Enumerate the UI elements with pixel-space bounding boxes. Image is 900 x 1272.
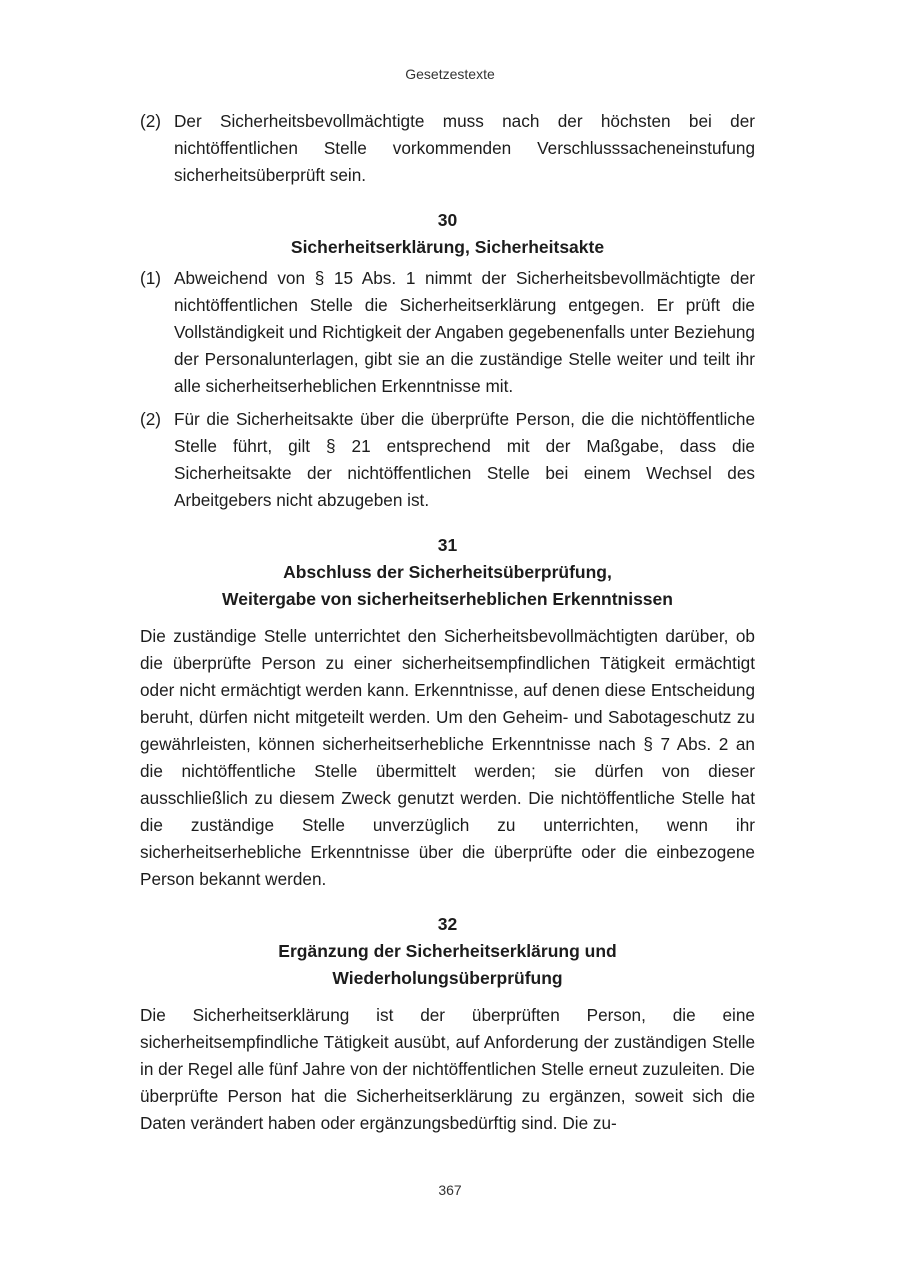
section-body: Die Sicherheitserklärung ist der überprüften Person, die eine sicherheitsempfindliche Tätigkeit ausübt, auf Anforderung der zuständigen Stelle in der Regel alle fünf Jahre von der nichtöffentlichen Stelle erneut zuzuleiten. Die überprüfte Person hat die Sicherheitserklärung zu ergänzen, soweit sich die Daten verändert haben oder ergänzungsbedürftig sind. Die zu- <box>140 1005 755 1133</box>
section-title-line-2: Wiederholungsüberprüfung <box>332 968 563 988</box>
paragraph-text: Abweichend von § 15 Abs. 1 nimmt der Sicherheitsbevollmächtigte der nichtöffentlichen Stelle die Sicherheitserklärung entgegen. Er prüft die Vollständigkeit und Richtigkeit der Angaben gegebenenfalls unter Beziehung der Personalunterlagen, gibt sie an die zuständige Stelle weiter und teilt ihr alle sicherheitserheblichen Erkenntnisse mit. <box>174 268 755 396</box>
section-30 <box>140 207 755 514</box>
section-32 <box>140 911 755 1137</box>
paragraph-number: (2) <box>140 409 162 429</box>
section-title: Sicherheitserklärung, Sicherheitsakte <box>290 237 605 257</box>
paragraph-number: (2) <box>140 111 162 131</box>
paragraph-number: (1) <box>140 268 162 288</box>
paragraph-2 <box>140 406 755 514</box>
section-body: Die zuständige Stelle unterrichtet den Sicherheitsbevollmächtigten darüber, ob die überprüfte Person zu einer sicherheitsempfindlichen Tätigkeit ermächtigt oder nicht ermächtigt werden kann. Erkenntnisse, auf denen diese Entscheidung beruht, dürfen nicht mitgeteilt werden. Um den Geheim- und Sabotageschutz zu gewährleisten, können sicherheitserhebliche Erkenntnisse nach § 7 Abs. 2 an die nichtöffentliche Stelle übermittelt werden; sie dürfen von dieser ausschließlich zu diesem Zweck genutzt werden. Die nichtöffentliche Stelle hat die zuständige Stelle unverzüglich zu unterrichten, wenn ihr sicherheitserhebliche Erkenntnisse über die überprüfte oder die einbezogene Person bekannt werden. <box>140 626 755 889</box>
section-number: 31 <box>437 535 458 555</box>
page-content <box>140 108 755 1137</box>
running-head: Gesetzestexte <box>405 66 495 82</box>
paragraph-2-intro <box>140 108 755 189</box>
section-title-line-1: Abschluss der Sicherheitsüberprüfung, <box>283 562 612 582</box>
section-number: 30 <box>437 210 458 230</box>
paragraph-text: Für die Sicherheitsakte über die überprüfte Person, die die nichtöffentliche Stelle führt, gilt § 21 entsprechend mit der Maßgabe, dass die Sicherheitsakte der nichtöffentlichen Stelle bei einem Wechsel des Arbeitgebers nicht abzugeben ist. <box>174 409 755 510</box>
section-title-line-1: Ergänzung der Sicherheitserklärung und <box>278 941 617 961</box>
section-number: 32 <box>437 914 458 934</box>
section-title-line-2: Weitergabe von sicherheitserheblichen Erkenntnissen <box>222 589 673 609</box>
paragraph-text: Der Sicherheitsbevollmächtigte muss nach der höchsten bei der nichtöffentlichen Stelle vorkommenden Verschlusssacheneinstufung sicherheitsüberprüft sein. <box>174 111 755 185</box>
section-31 <box>140 532 755 893</box>
page-number: 367 <box>438 1182 462 1198</box>
paragraph-1 <box>140 265 755 400</box>
